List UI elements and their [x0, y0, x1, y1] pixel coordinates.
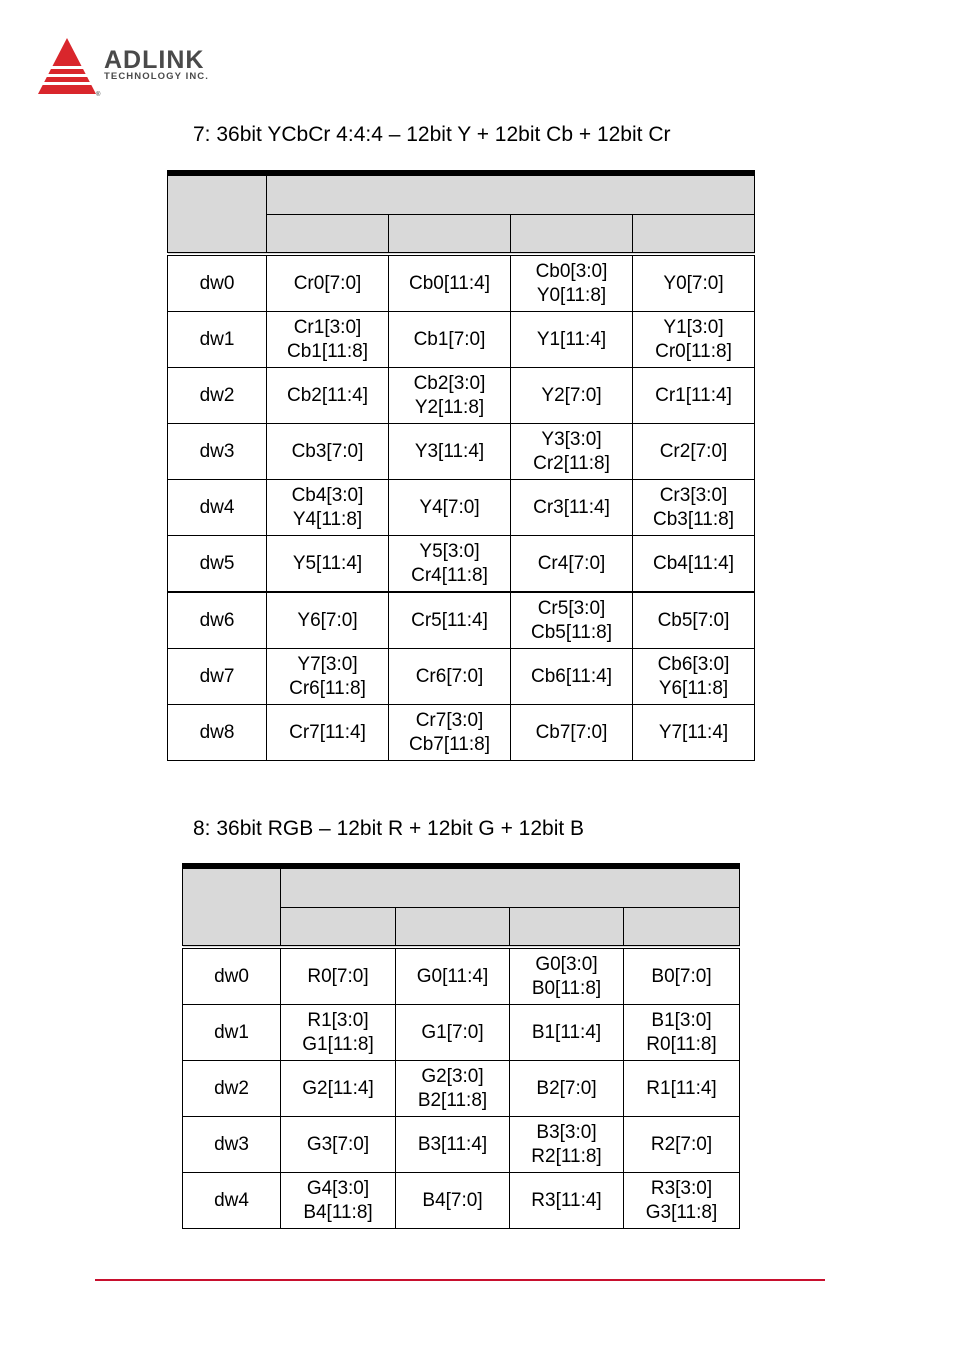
byte-value-cell: Cr4[7:0]	[511, 536, 633, 593]
table-row	[168, 254, 755, 312]
byte-value-cell: G3[7:0]	[281, 1117, 396, 1173]
header-byte-cell	[511, 215, 633, 255]
byte-value-cell: R0[7:0]	[281, 947, 396, 1005]
dword-label-cell: dw3	[168, 424, 267, 480]
header-span-cell	[267, 173, 755, 215]
byte-value-cell: Cb0[11:4]	[389, 254, 511, 312]
byte-value-cell: Cb2[11:4]	[267, 368, 389, 424]
byte-value-cell: Cr7[11:4]	[267, 705, 389, 761]
byte-value-cell: Cr6[7:0]	[389, 649, 511, 705]
byte-value-cell: Cr3[3:0] Cb3[11:8]	[633, 480, 755, 536]
byte-value-cell: Cb3[7:0]	[267, 424, 389, 480]
byte-value-cell: Cb6[11:4]	[511, 649, 633, 705]
header-byte-cell	[624, 908, 740, 948]
byte-value-cell: Y2[7:0]	[511, 368, 633, 424]
byte-value-cell: B4[7:0]	[396, 1173, 510, 1229]
byte-value-cell: Cr2[7:0]	[633, 424, 755, 480]
byte-value-cell: R3[3:0] G3[11:8]	[624, 1173, 740, 1229]
byte-value-cell: Cr7[3:0] Cb7[11:8]	[389, 705, 511, 761]
byte-value-cell: Cb5[7:0]	[633, 592, 755, 649]
header-byte-cell	[510, 908, 624, 948]
dword-label-cell: dw1	[183, 1005, 281, 1061]
dword-label-cell: dw5	[168, 536, 267, 593]
table-row	[168, 368, 755, 424]
header-span-cell	[281, 866, 740, 908]
byte-value-cell: B0[7:0]	[624, 947, 740, 1005]
header-byte-cell	[396, 908, 510, 948]
footer-divider	[95, 1279, 825, 1281]
brand-name: ADLINK	[104, 46, 205, 74]
table-row	[183, 1173, 740, 1229]
section-caption-rgb: 8: 36bit RGB – 12bit R + 12bit G + 12bit B	[193, 817, 585, 840]
byte-value-cell: Cb6[3:0] Y6[11:8]	[633, 649, 755, 705]
byte-value-cell: B1[11:4]	[510, 1005, 624, 1061]
byte-value-cell: Cr0[7:0]	[267, 254, 389, 312]
dword-label-cell: dw2	[183, 1061, 281, 1117]
table-row	[168, 705, 755, 761]
byte-value-cell: Cr5[11:4]	[389, 592, 511, 649]
dword-label-cell: dw2	[168, 368, 267, 424]
byte-value-cell: Cb2[3:0] Y2[11:8]	[389, 368, 511, 424]
adlink-triangle-icon	[38, 36, 102, 98]
header-corner-cell	[183, 866, 281, 947]
header-byte-cell	[267, 215, 389, 255]
header-corner-cell	[168, 173, 267, 254]
byte-value-cell: Y0[7:0]	[633, 254, 755, 312]
byte-value-cell: Y1[3:0] Cr0[11:8]	[633, 312, 755, 368]
dword-label-cell: dw0	[168, 254, 267, 312]
byte-value-cell: G1[7:0]	[396, 1005, 510, 1061]
ycbcr-format-table	[167, 170, 755, 761]
byte-value-cell: Y4[7:0]	[389, 480, 511, 536]
dword-label-cell: dw6	[168, 592, 267, 649]
table-row	[168, 592, 755, 649]
rgb-format-table	[182, 863, 740, 1229]
byte-value-cell: G4[3:0] B4[11:8]	[281, 1173, 396, 1229]
dword-label-cell: dw3	[183, 1117, 281, 1173]
byte-value-cell: Y6[7:0]	[267, 592, 389, 649]
table-row	[183, 1117, 740, 1173]
table-row	[168, 536, 755, 593]
table-row	[168, 480, 755, 536]
byte-value-cell: Cb0[3:0] Y0[11:8]	[511, 254, 633, 312]
table-header-row	[168, 173, 755, 215]
dword-label-cell: dw7	[168, 649, 267, 705]
byte-value-cell: Cb7[7:0]	[511, 705, 633, 761]
header-byte-cell	[281, 908, 396, 948]
byte-value-cell: Cr5[3:0] Cb5[11:8]	[511, 592, 633, 649]
byte-value-cell: G2[3:0] B2[11:8]	[396, 1061, 510, 1117]
table-row	[183, 1005, 740, 1061]
byte-value-cell: Cb4[3:0] Y4[11:8]	[267, 480, 389, 536]
table-row	[168, 424, 755, 480]
byte-value-cell: R3[11:4]	[510, 1173, 624, 1229]
byte-value-cell: R1[3:0] G1[11:8]	[281, 1005, 396, 1061]
dword-label-cell: dw0	[183, 947, 281, 1005]
table-row	[168, 312, 755, 368]
byte-value-cell: Cr1[11:4]	[633, 368, 755, 424]
byte-value-cell: G0[11:4]	[396, 947, 510, 1005]
byte-value-cell: Cr3[11:4]	[511, 480, 633, 536]
byte-value-cell: Y7[3:0] Cr6[11:8]	[267, 649, 389, 705]
byte-value-cell: Y5[3:0] Cr4[11:8]	[389, 536, 511, 593]
table-row	[183, 1061, 740, 1117]
dword-label-cell: dw4	[183, 1173, 281, 1229]
table-header-row	[183, 866, 740, 908]
byte-value-cell: B1[3:0] R0[11:8]	[624, 1005, 740, 1061]
byte-value-cell: G2[11:4]	[281, 1061, 396, 1117]
byte-value-cell: Y7[11:4]	[633, 705, 755, 761]
dword-label-cell: dw8	[168, 705, 267, 761]
byte-value-cell: B2[7:0]	[510, 1061, 624, 1117]
byte-value-cell: Y5[11:4]	[267, 536, 389, 593]
header-byte-cell	[389, 215, 511, 255]
byte-value-cell: Cb1[7:0]	[389, 312, 511, 368]
table-row	[168, 649, 755, 705]
byte-value-cell: Y3[11:4]	[389, 424, 511, 480]
byte-value-cell: Y3[3:0] Cr2[11:8]	[511, 424, 633, 480]
byte-value-cell: R2[7:0]	[624, 1117, 740, 1173]
byte-value-cell: R1[11:4]	[624, 1061, 740, 1117]
dword-label-cell: dw1	[168, 312, 267, 368]
byte-value-cell: B3[3:0] R2[11:8]	[510, 1117, 624, 1173]
section-caption-ycbcr: 7: 36bit YCbCr 4:4:4 – 12bit Y + 12bit Cb + 12bit Cr	[193, 123, 671, 146]
dword-label-cell: dw4	[168, 480, 267, 536]
byte-value-cell: B3[11:4]	[396, 1117, 510, 1173]
svg-text:®: ®	[96, 92, 101, 98]
byte-value-cell: Cb4[11:4]	[633, 536, 755, 593]
adlink-logo	[38, 36, 238, 100]
byte-value-cell: Cr1[3:0] Cb1[11:8]	[267, 312, 389, 368]
header-byte-cell	[633, 215, 755, 255]
byte-value-cell: G0[3:0] B0[11:8]	[510, 947, 624, 1005]
byte-value-cell: Y1[11:4]	[511, 312, 633, 368]
table-row	[183, 947, 740, 1005]
brand-subtitle: TECHNOLOGY INC.	[104, 71, 209, 82]
